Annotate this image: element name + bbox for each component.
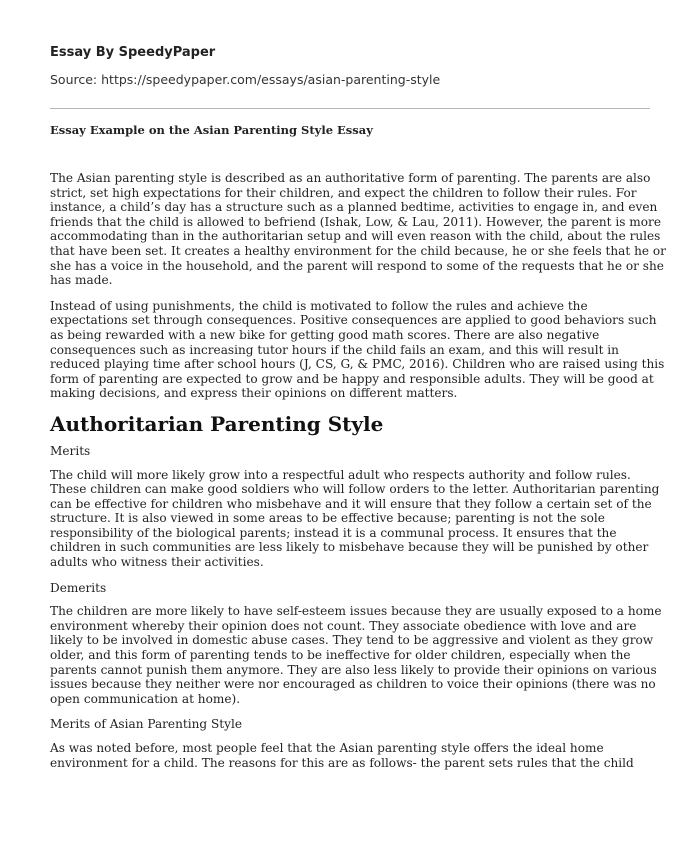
merits-paragraph: The child will more likely grow into a respectful adult who respects authority and follow rules. These children can make good soldiers who will follow orders to the letter. Authoritarian parenting can be effective for children who misbehave and it will ensure that they follow a certain set of the structure. It is also viewed in some areas to be effective because; parenting is not the sole responsibility of the biological parents; instead it is a communal process. It ensures that the children in such communities are less likely to misbehave because they will be punished by other adults who witness their activities.: [50, 467, 660, 570]
paragraph-1: The Asian parenting style is described as an authoritative form of parenting. The parents are also strict, set high expectations for their children, and expect the children to follow their rules. For instance, a child’s day has a structure such as a planned bedtime, activities to engage in, and even friends that the child is allowed to befriend (Ishak, Low, & Lau, 2011). However, the parent is more accommodating than in the authoritarian setup and will even reason with the child, about the rules that have been set. It creates a healthy environment for the child because, he or she feels that he or she has a voice in the household, and the parent will respond to some of the requests that he or she has made.: [50, 171, 666, 288]
essay-body: [50, 171, 668, 781]
demerits-label: Demerits: [50, 580, 107, 595]
essay-title: Essay Example on the Asian Parenting Style Essay: [50, 123, 373, 137]
section-heading: Authoritarian Parenting Style: [50, 411, 384, 436]
asian-merits-paragraph: As was noted before, most people feel that the Asian parenting style offers the ideal home environment for a child. The reasons for this are as follows- the parent sets rules that the child: [50, 741, 634, 770]
source-line: Source: https://speedypaper.com/essays/asian-parenting-style: [50, 72, 441, 87]
demerits-paragraph: The children are more likely to have self-esteem issues because they are usually exposed to a home environment whereby their opinion does not count. They associate obedience with love and are likely to be involved in domestic abuse cases. They tend to be aggressive and violent as they grow older, and this form of parenting tends to be ineffective for older children, especially when the parents cannot punish them anymore. They are also less likely to provide their opinions on various issues because they neither were nor encouraged as children to voice their opinions (there was no open communication at home).: [50, 604, 662, 706]
site-title: Essay By SpeedyPaper: [50, 45, 216, 60]
divider: [50, 108, 650, 109]
paragraph-2: Instead of using punishments, the child is motivated to follow the rules and achieve the expectations set through consequences. Positive consequences are applied to good behaviors such as being rewarded with a new bike for getting good math scores. There are also negative consequences such as increasing tutor hours if the child fails an exam, and this will result in reduced playing time after school hours (J, CS, G, & PMC, 2016). Children who are raised using this form of parenting are expected to grow and be happy and responsible adults. They will be good at making decisions, and express their opinions on different matters.: [50, 298, 665, 401]
merits-label: Merits: [50, 443, 91, 458]
asian-merits-label: Merits of Asian Parenting Style: [50, 717, 242, 732]
